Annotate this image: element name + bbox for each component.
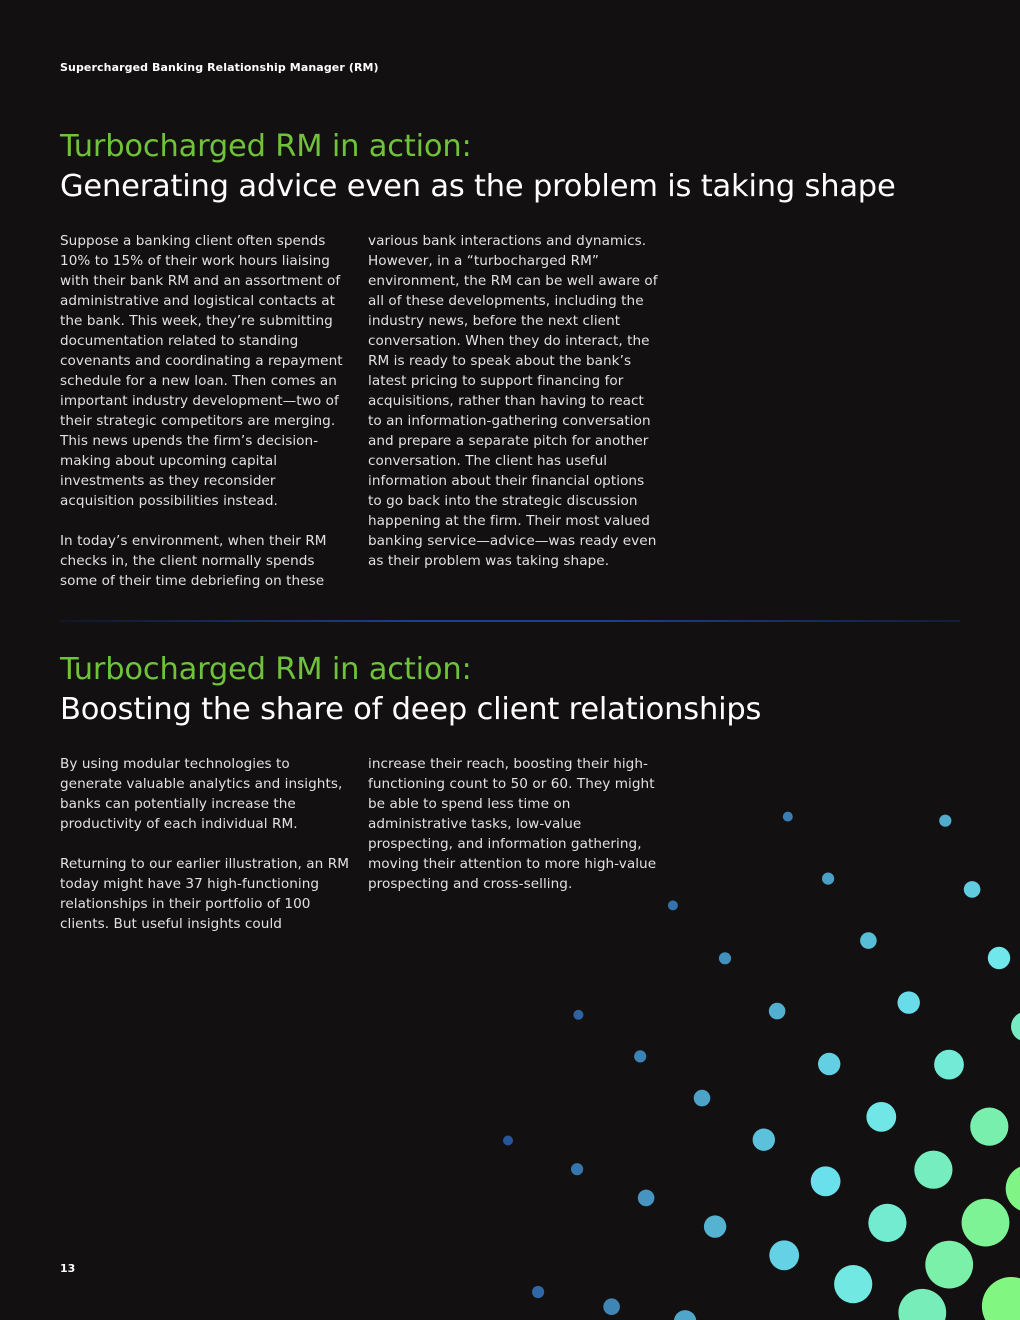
decorative-dot xyxy=(769,1240,799,1270)
section1-right-paragraph-1: various bank interactions and dynamics. However, in a “turbocharged RM” environment, the RM can be well aware of all of these developments, including the industry news, before the next client conversation. When they do interact, the RM is ready to speak about the bank’s latest pricing to support financing for acquisitions, rather than having to react to an information-gathering conversation and prepare a separate pitch for another conversation. The client has useful information about their financial options to go back into the strategic discussion happening at the firm. Their most valued banking service—advice—was ready even as their problem was taking shape. xyxy=(368,233,658,569)
decorative-dot xyxy=(970,1108,1008,1146)
decorative-dot xyxy=(704,1215,726,1237)
decorative-dot xyxy=(694,1090,711,1107)
section1-kicker: Turbocharged RM in action: xyxy=(60,129,472,164)
decorative-dot xyxy=(860,932,877,949)
decorative-dot xyxy=(783,812,793,822)
decorative-dot xyxy=(769,1003,786,1020)
decorative-dot xyxy=(634,1050,646,1062)
decorative-dot xyxy=(532,1286,544,1298)
section1-left-paragraph-1: Suppose a banking client often spends 10% to 15% of their work hours liaising with their bank RM and an assortment of administrative and logistical contacts at the bank. This week, they’re submitting documentation related to standing covenants and coordinating a repayment schedule for a new loan. Then comes an important industry development—two of their strategic competitors are merging. This news upends the firm’s decision-making about upcoming capital investments as they reconsider acquisition possibilities instead. xyxy=(60,233,343,509)
decorative-dot xyxy=(668,900,678,910)
section2-right-paragraph-1: increase their reach, boosting their high-functioning count to 50 or 60. They might be able to spend less time on administrative tasks, low-value prospecting, and information gathering, moving their attention to more high-value prospecting and cross-selling. xyxy=(368,756,657,892)
decorative-dot xyxy=(571,1163,583,1175)
section2-left-paragraph-1: By using modular technologies to generate valuable analytics and insights, banks can potentially increase the productivity of each individual RM. xyxy=(60,756,343,832)
decorative-dot xyxy=(674,1310,696,1320)
decorative-dot xyxy=(719,952,731,964)
decorative-dot xyxy=(868,1204,906,1242)
decorative-dot xyxy=(834,1265,872,1303)
decorative-dot xyxy=(898,1289,946,1320)
decorative-dot xyxy=(939,815,951,827)
decorative-dot xyxy=(638,1190,655,1207)
decorative-dot xyxy=(573,1010,583,1020)
decorative-dot xyxy=(898,991,920,1013)
decorative-dot xyxy=(925,1241,973,1289)
section2-kicker: Turbocharged RM in action: xyxy=(60,652,472,687)
section2-left-paragraph-2: Returning to our earlier illustration, an RM today might have 37 high-functioning relationships in their portfolio of 100 clients. But useful insights could xyxy=(60,856,349,932)
decorative-dot xyxy=(603,1298,620,1315)
decorative-dot xyxy=(753,1129,775,1151)
decorative-dot xyxy=(914,1151,952,1189)
decorative-dot xyxy=(1011,1012,1020,1042)
section2-title: Boosting the share of deep client relationships xyxy=(60,692,762,727)
page-number: 13 xyxy=(60,1262,76,1275)
decorative-dot xyxy=(811,1166,841,1196)
decorative-dot xyxy=(503,1136,513,1146)
decorative-dot xyxy=(1006,1165,1020,1213)
decorative-dot xyxy=(818,1053,840,1075)
running-header: Supercharged Banking Relationship Manager (RM) xyxy=(60,61,379,74)
decorative-dot xyxy=(934,1050,964,1080)
decorative-dot xyxy=(964,881,981,898)
section1-title: Generating advice even as the problem is taking shape xyxy=(60,169,896,204)
decorative-dot xyxy=(822,873,834,885)
decorative-dot xyxy=(866,1102,896,1132)
decorative-dot xyxy=(982,1277,1020,1320)
section1-left-paragraph-2: In today’s environment, when their RM checks in, the client normally spends some of their time debriefing on these xyxy=(60,533,327,589)
decorative-dot xyxy=(962,1199,1010,1247)
decorative-dot xyxy=(988,947,1010,969)
